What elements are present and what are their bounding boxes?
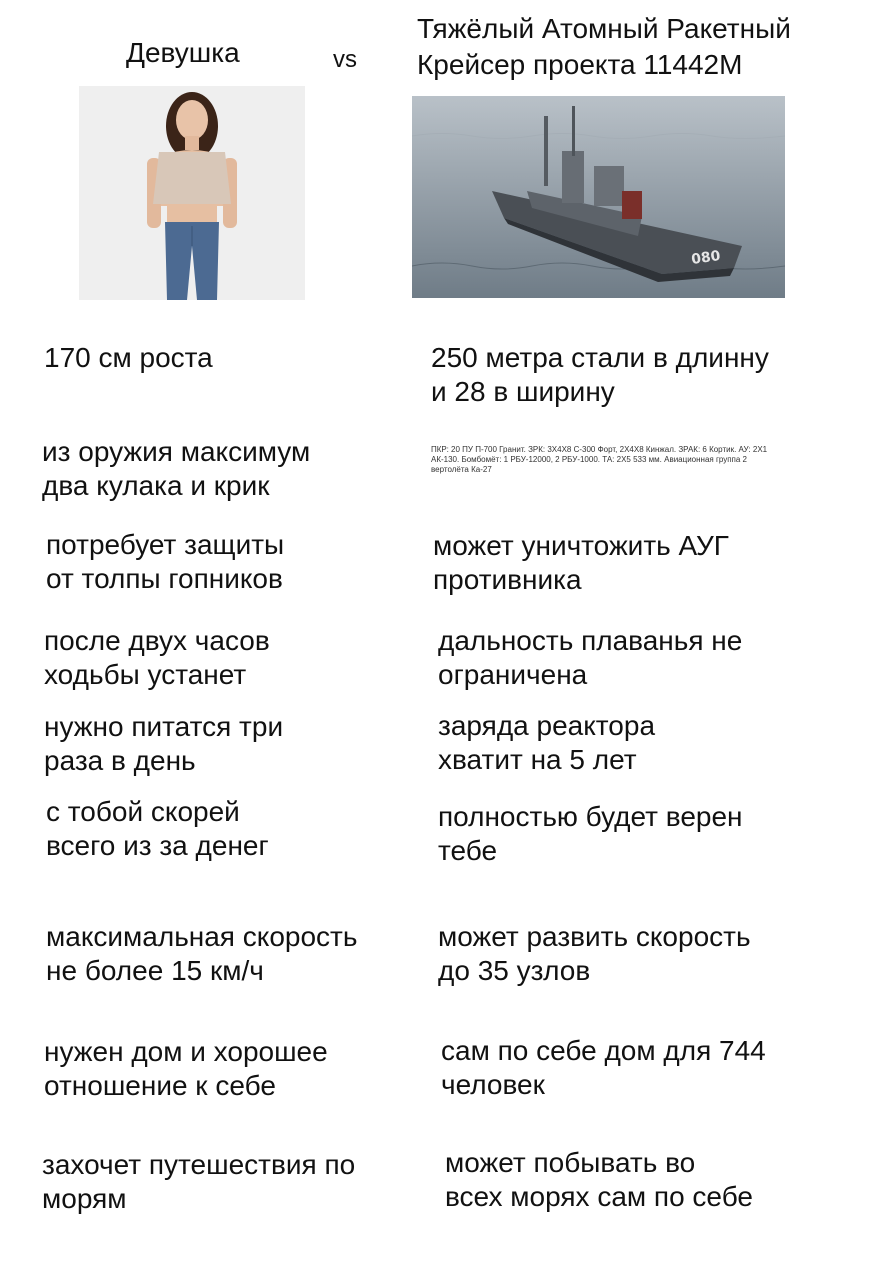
row-3-left: потребует защиты от толпы гопников [46,529,285,594]
row-9-left: захочет путешествия по морям [42,1149,356,1214]
row-7-left: максимальная скорость не более 15 км/ч [46,921,358,986]
row-4-right: дальность плаванья не ограничена [438,625,743,690]
row-8-left: нужен дом и хорошее отношение к себе [44,1036,328,1101]
row-6-left: с тобой скорей всего из за денег [46,796,269,861]
row-3-right: может уничтожить АУГ противника [433,530,729,595]
hull-number: 080 [690,248,722,268]
row-8-right: сам по себе дом для 744 человек [441,1035,766,1100]
right-title-line1: Тяжёлый Атомный Ракетный [417,13,791,44]
row-2-left: из оружия максимум два кулака и крик [42,436,311,501]
row-1-right: 250 метра стали в длинну и 28 в ширину [431,342,769,407]
vs-label: vs [333,46,357,73]
left-title: Девушка [126,37,240,68]
right-title-line2: Крейсер проекта 11442М [417,49,743,80]
row-4-left: после двух часов ходьбы устанет [44,625,270,690]
row-5-right: заряда реактора хватит на 5 лет [438,710,656,775]
row-1-left: 170 см роста [44,342,213,373]
row-6-right: полностью будет верен тебе [438,801,743,866]
row-7-right: может развить скорость до 35 узлов [438,921,751,986]
girl-photo [79,86,305,300]
row-5-left: нужно питатся три раза в день [44,711,284,776]
row-9-right: может побывать во всех морях сам по себе [445,1147,753,1212]
row-2-right-specs: ПКР: 20 ПУ П-700 Гранит. ЗРК: 3Х4Х8 С-300 Форт, 2Х4Х8 Кинжал. ЗРАК: 6 Кортик. АУ: 2Х1 АК-130. Бомбомёт: 1 РБУ-12000, 2 РБУ-1000. ТА: 2Х5 533 мм. Авиационная группа 2 вертолёта Ка-27 [431,445,768,474]
cruiser-photo [412,96,785,298]
